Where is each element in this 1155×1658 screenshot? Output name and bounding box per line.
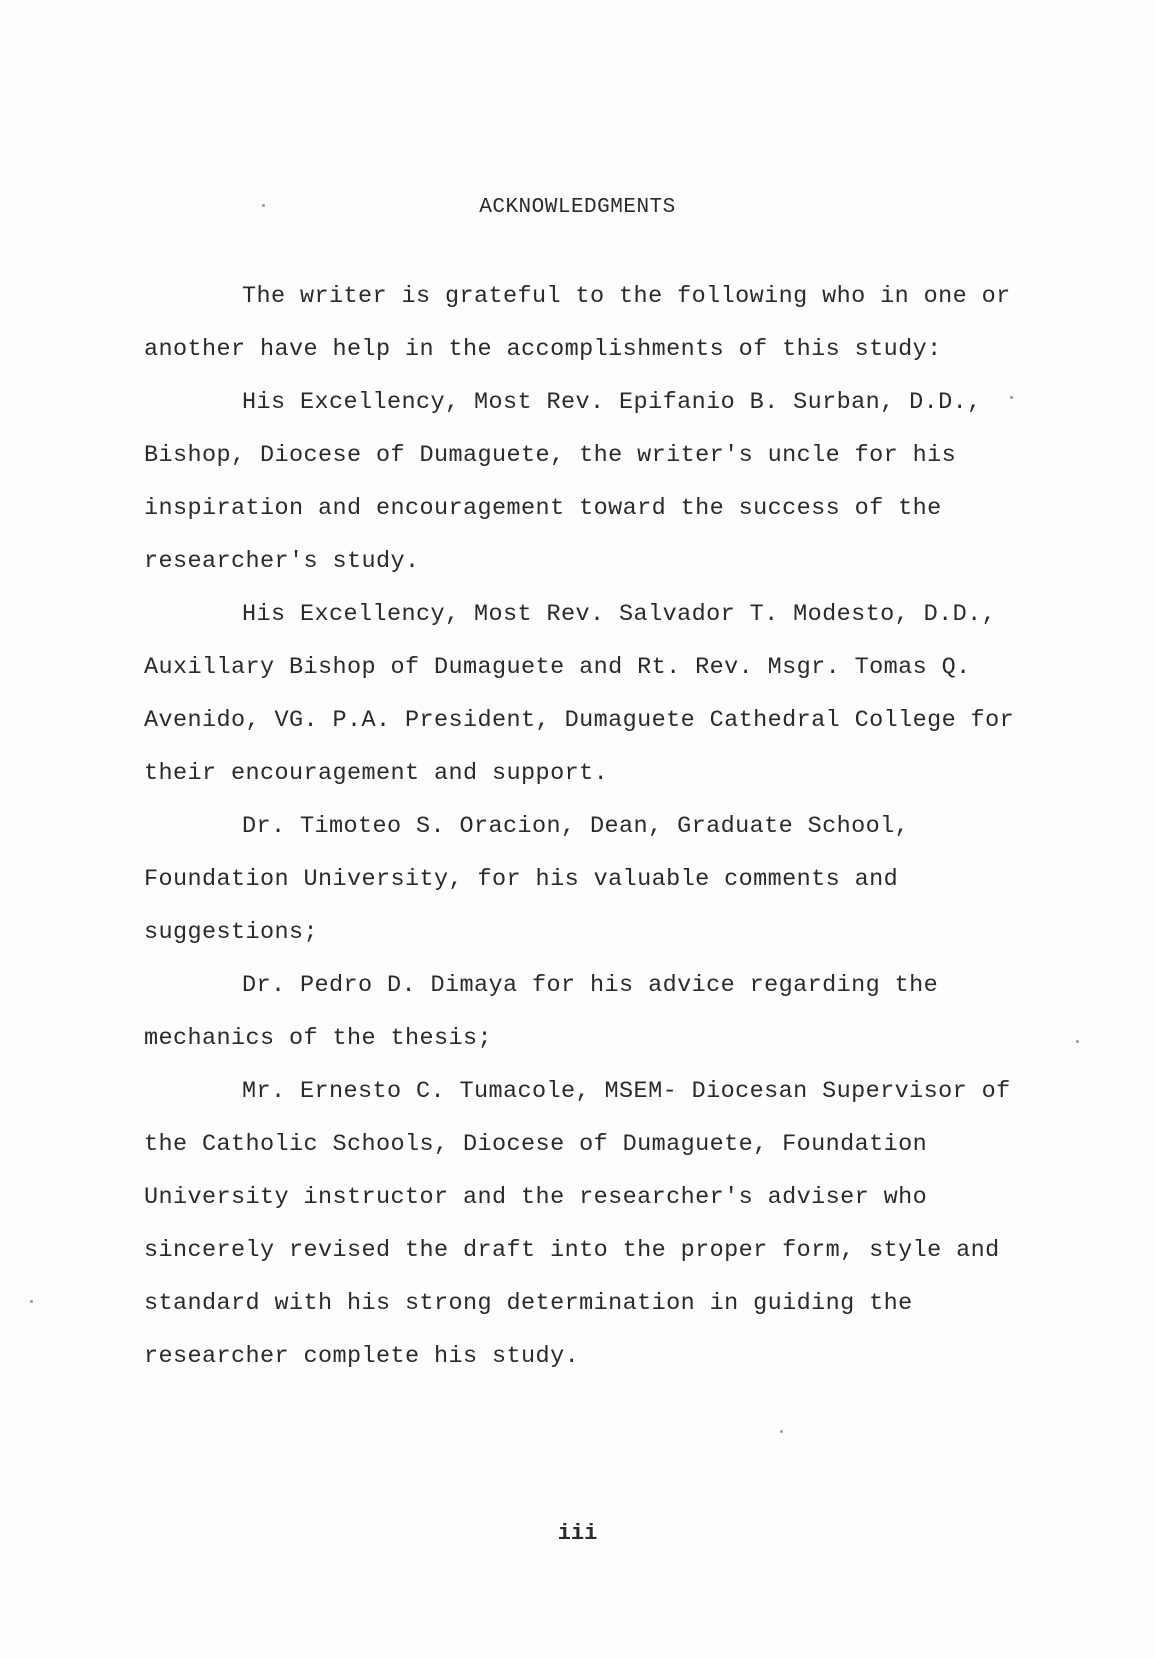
scan-speck (30, 1300, 33, 1303)
paragraph-modesto-avenido: His Excellency, Most Rev. Salvador T. Modesto, D.D., Auxillary Bishop of Dumaguete and Rt. Rev. Msgr. Tomas Q. Avenido, VG. P.A. President, Dumaguete Cathedral College for their encouragement and support. (144, 601, 1015, 787)
acknowledgments-body (144, 270, 1024, 1383)
paragraph-oracion: Dr. Timoteo S. Oracion, Dean, Graduate School, Foundation University, for his valuable comments and suggestions; (144, 813, 910, 946)
paragraph-intro: The writer is grateful to the following who in one or another have help in the accomplishments of this study: (144, 283, 1011, 363)
paragraph-surban: His Excellency, Most Rev. Epifanio B. Surban, D.D., Bishop, Diocese of Dumaguete, the writer's uncle for his inspiration and encouragement toward the success of the researcher's study. (144, 389, 982, 575)
paragraph-tumacole: Mr. Ernesto C. Tumacole, MSEM- Diocesan Supervisor of the Catholic Schools, Diocese of Dumaguete, Foundation University instructor and the researcher's adviser who sincerely revised the draft into the proper form, style and standard with his strong determination in guiding the researcher complete his study. (144, 1078, 1011, 1370)
page-number: iii (557, 1521, 598, 1546)
scan-speck (1010, 396, 1013, 399)
scan-speck (1076, 1040, 1079, 1043)
scan-speck (780, 1430, 783, 1433)
scan-speck (262, 204, 265, 207)
page-title: ACKNOWLEDGMENTS (479, 196, 676, 219)
paragraph-dimaya: Dr. Pedro D. Dimaya for his advice regarding the mechanics of the thesis; (144, 972, 939, 1052)
